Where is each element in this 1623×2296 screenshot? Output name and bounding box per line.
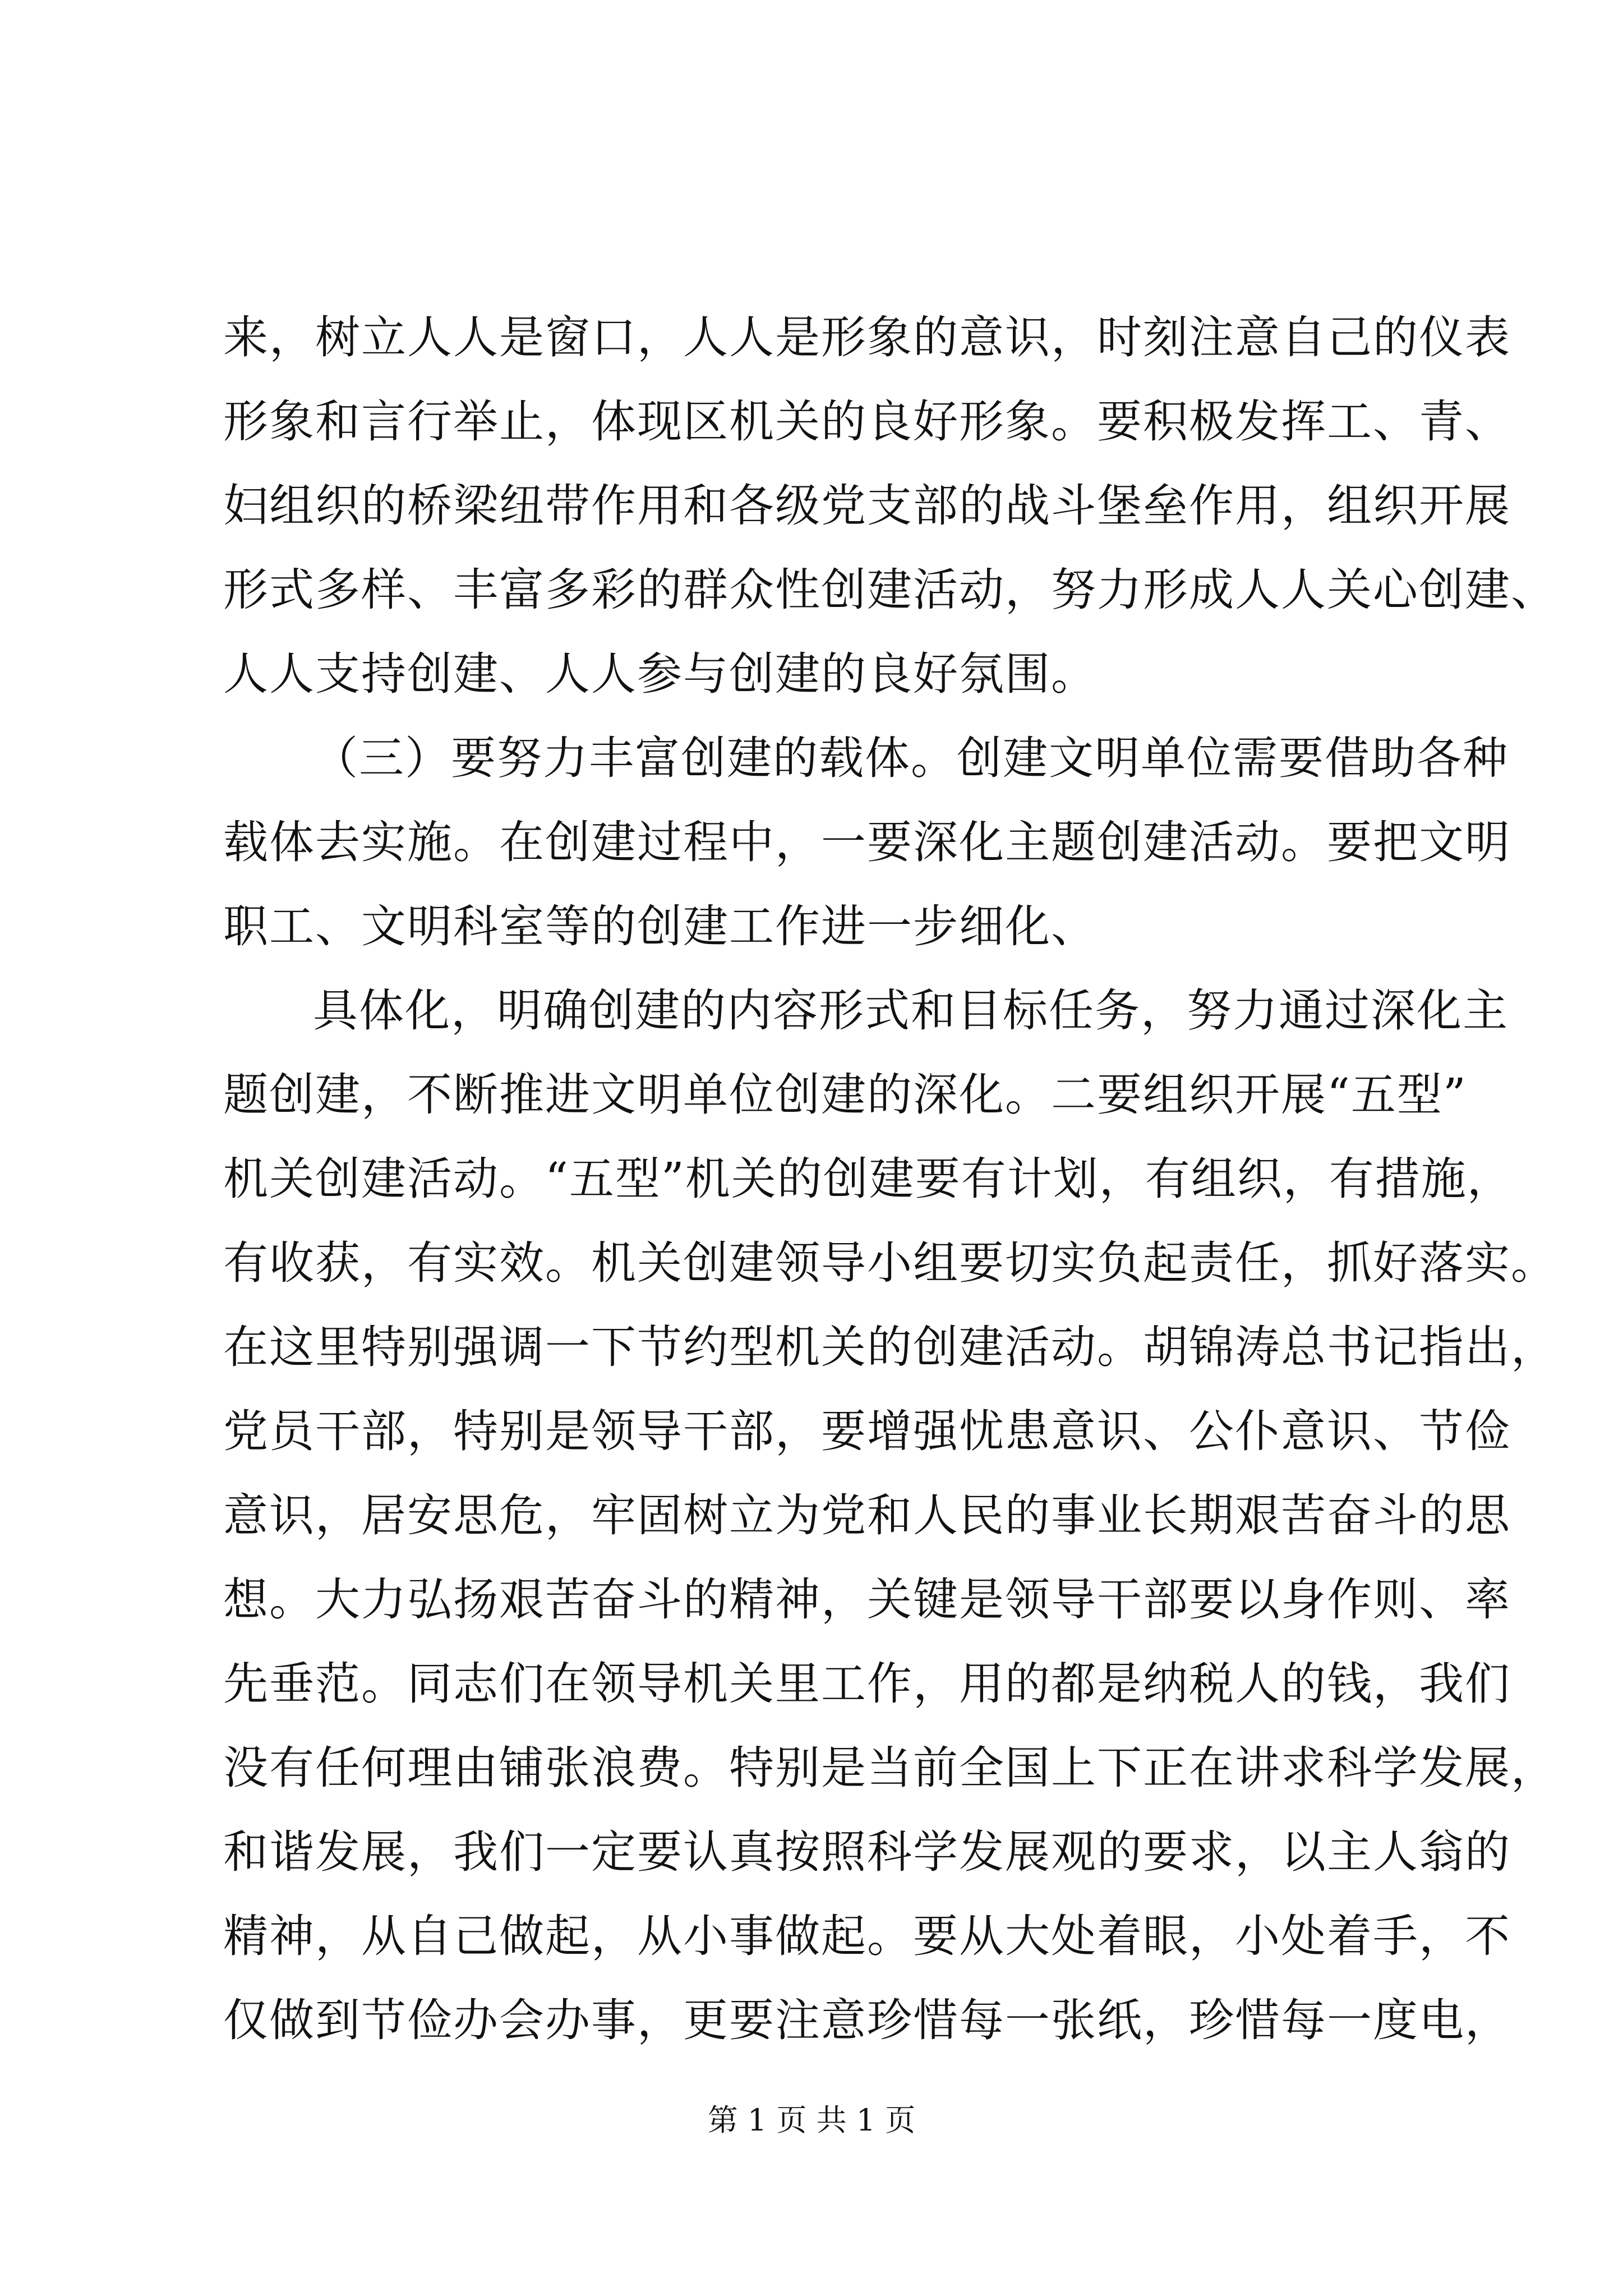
text-line: 载体去实施。在创建过程中，一要深化主题创建活动。要把文明 [223,816,1511,868]
text-line: 妇组织的桥梁纽带作用和各级党支部的战斗堡垒作用，组织开展 [223,480,1511,532]
text-line: 党员干部，特别是领导干部，要增强忧患意识、公仆意识、节俭 [223,1405,1511,1457]
text-line: 人人支持创建、人人参与创建的良好氛围。 [223,648,1097,700]
text-line: 和谐发展，我们一定要认真按照科学发展观的要求，以主人翁的 [223,1826,1511,1878]
text-line: 意识，居安思危，牢固树立为党和人民的事业长期艰苦奋斗的思 [223,1489,1511,1542]
page-footer: 第 1 页 共 1 页 [707,2102,916,2138]
text-line: 题创建，不断推进文明单位创建的深化。二要组织开展“五型” [223,1069,1467,1121]
text-line: （三）要努力丰富创建的载体。创建文明单位需要借助各种 [313,732,1509,784]
text-line: 形式多样、丰富多彩的群众性创建活动，努力形成人人关心创建、 [223,564,1557,616]
text-line: 先垂范。同志们在领导机关里工作，用的都是纳税人的钱，我们 [223,1658,1511,1710]
text-line: 具体化，明确创建的内容形式和目标任务，努力通过深化主 [313,984,1509,1037]
text-line: 机关创建活动。“五型”机关的创建要有计划，有组织，有措施， [223,1153,1513,1205]
text-line: 形象和言行举止，体现区机关的良好形象。要积极发挥工、青、 [223,395,1511,448]
text-line: 在这里特别强调一下节约型机关的创建活动。胡锦涛总书记指出， [223,1321,1557,1373]
text-line: 没有任何理由铺张浪费。特别是当前全国上下正在讲求科学发展， [223,1742,1557,1794]
text-line: 职工、文明科室等的创建工作进一步细化、 [223,900,1097,953]
text-line: 想。大力弘扬艰苦奋斗的精神，关键是领导干部要以身作则、率 [223,1573,1511,1626]
text-line: 精神，从自己做起，从小事做起。要从大处着眼，小处着手，不 [223,1910,1511,1962]
text-line: 来，树立人人是窗口，人人是形象的意识，时刻注意自己的仪表 [223,311,1511,364]
text-line: 有收获，有实效。机关创建领导小组要切实负起责任，抓好落实。 [223,1237,1557,1289]
text-line: 仅做到节俭办会办事，更要注意珍惜每一张纸，珍惜每一度电， [223,1994,1511,2046]
